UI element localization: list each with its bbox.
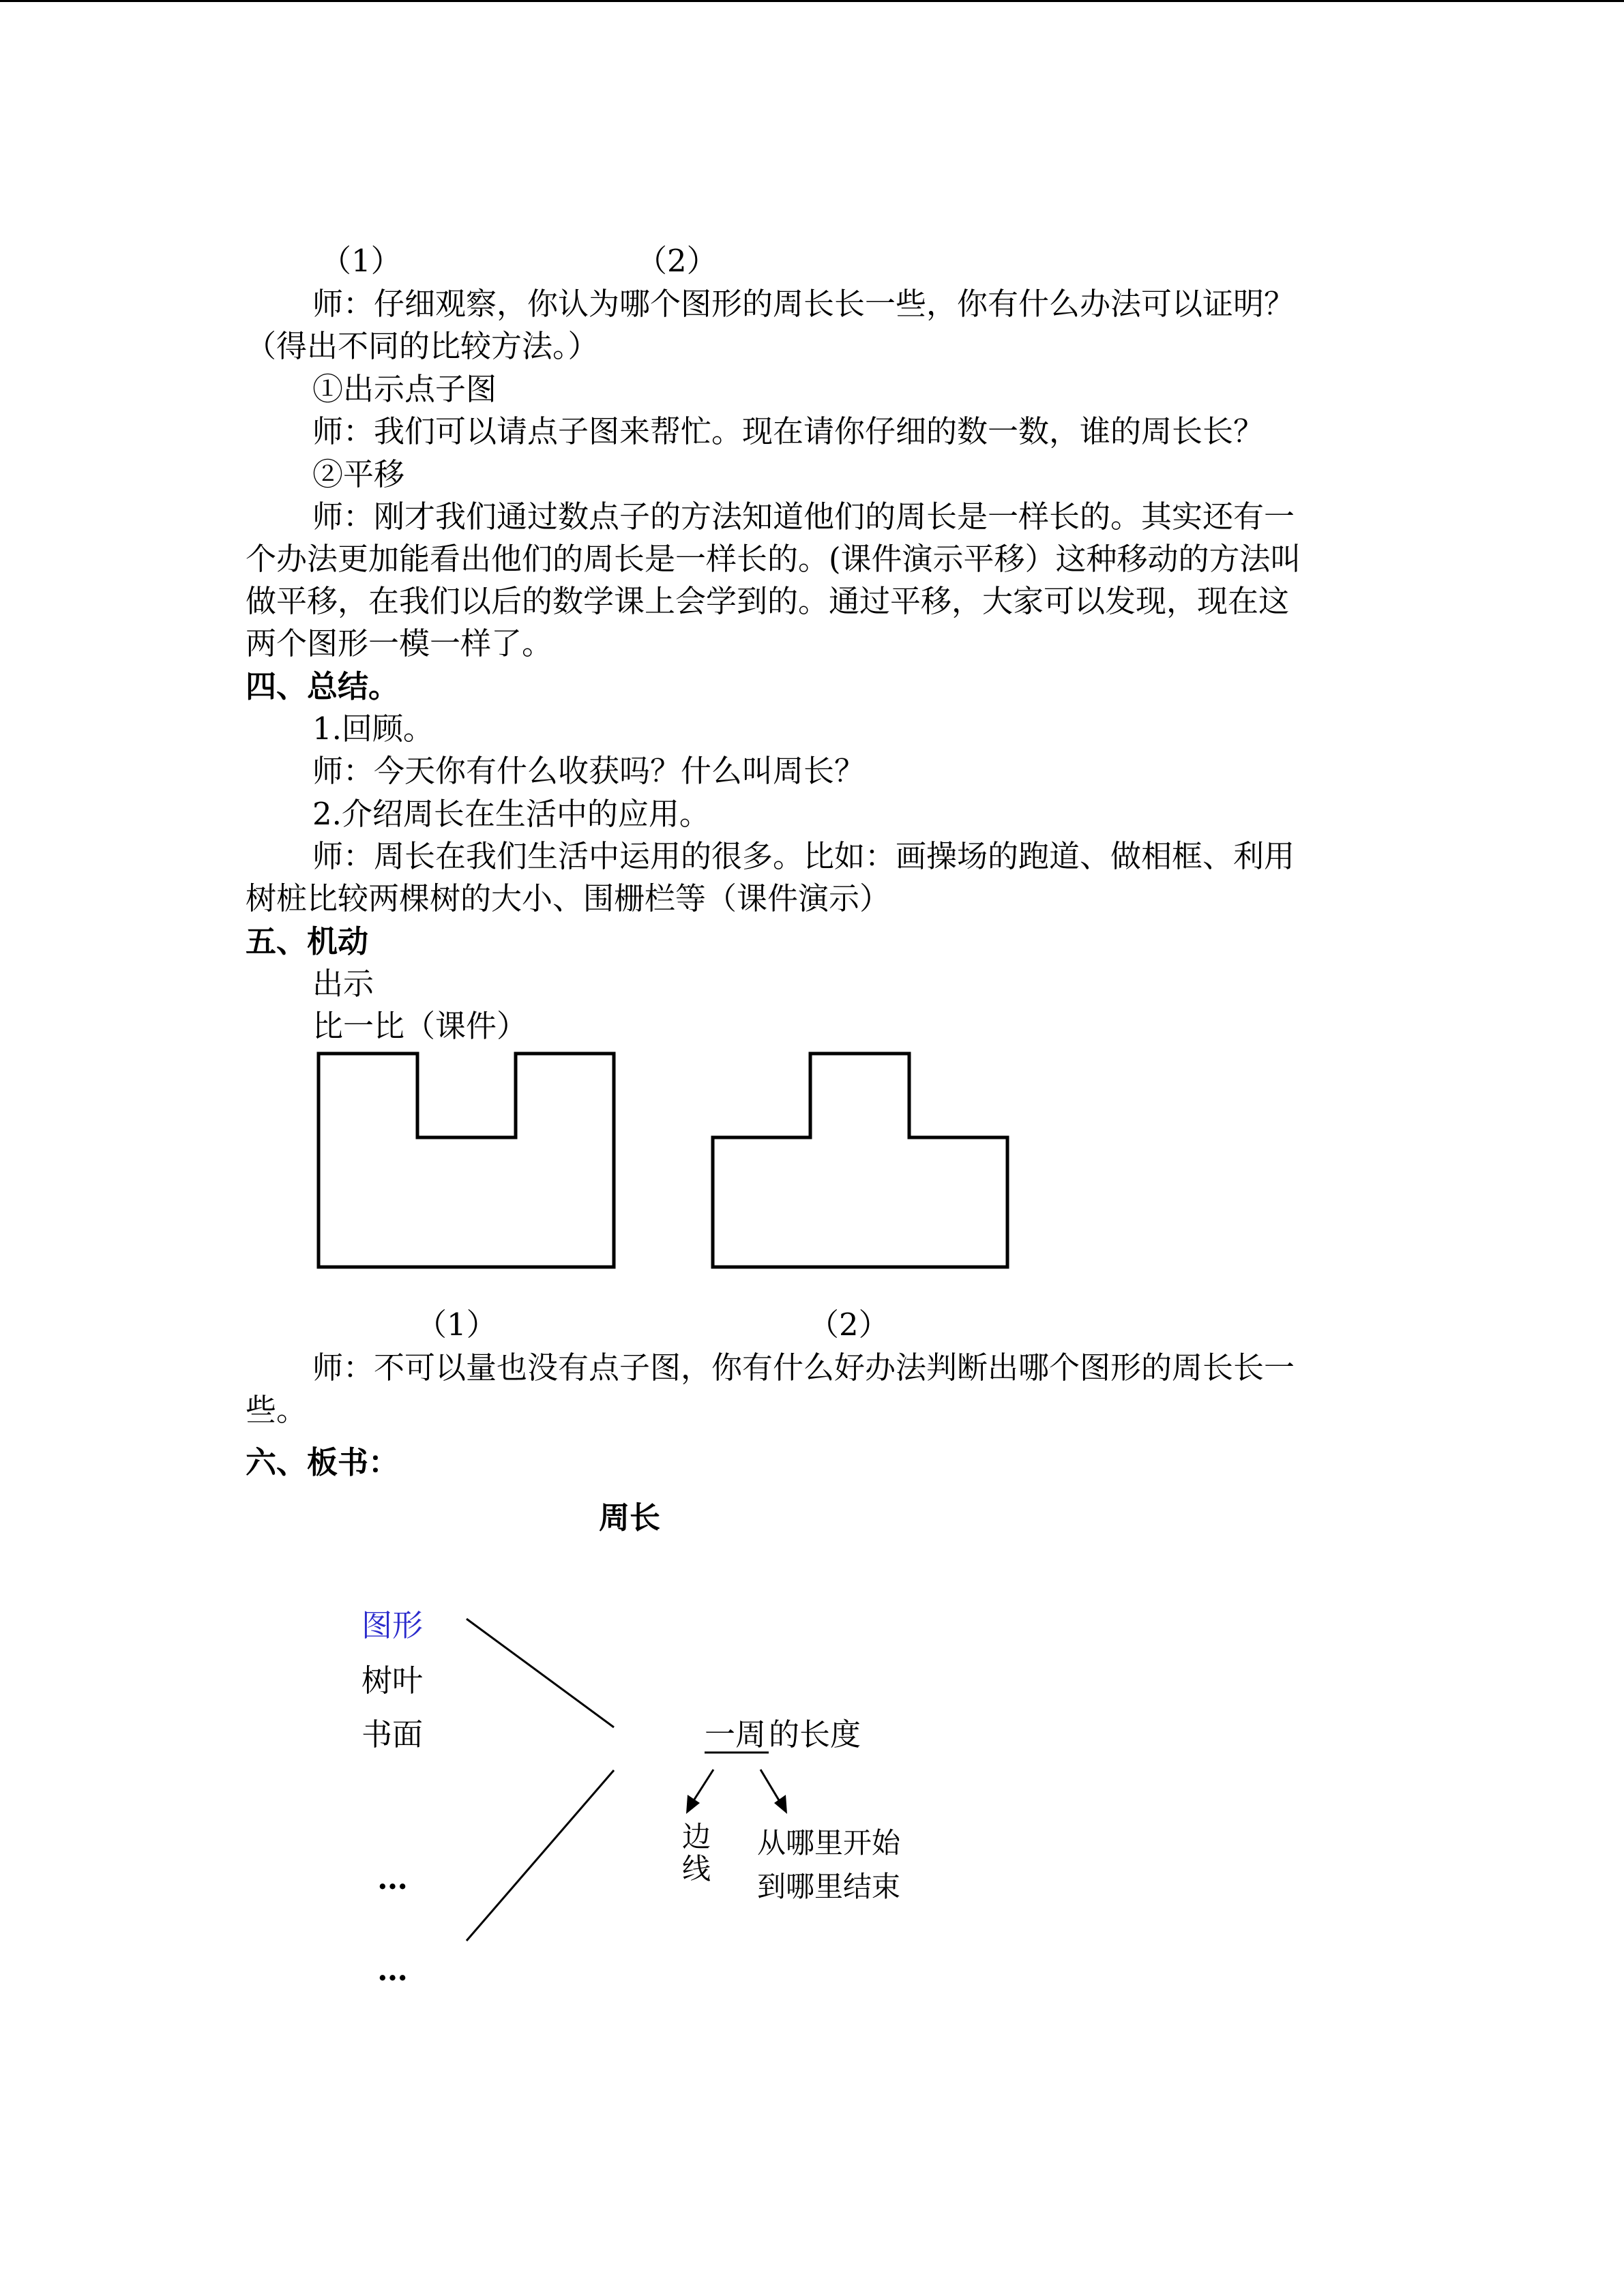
section-heading-board: 六、板书： [246,1444,400,1480]
paragraph-line: 个办法更加能看出他们的周长是一样长的。(课件演示平移）这种移动的方法叫 [246,541,1301,577]
paragraph-line: 师：不可以量也没有点子图，你有什么好办法判断出哪个图形的周长长一 [312,1350,1295,1386]
board-connector-lower [467,1770,614,1941]
board-ellipsis-1: … [377,1860,408,1896]
paragraph-line: 师：周长在我们生活中运用的很多。比如：画操场的跑道、做相框、利用 [312,838,1295,874]
section-heading-summary: 四、总结。 [246,668,400,704]
paragraph-line: 师：我们可以请点子图来帮忙。现在请你仔细的数一数，谁的周长长？ [312,413,1265,449]
paragraph-line: 做平移，在我们以后的数学课上会学到的。通过平移，大家可以发现，现在这 [246,583,1290,619]
section-heading-flexible: 五、机动 [246,923,369,959]
paragraph-line: 些。 [246,1392,308,1428]
board-connector-upper [467,1619,614,1727]
board-definition-rest: 的长度 [769,1716,861,1753]
step-show-dot-diagram: ①出示点子图 [312,371,497,407]
board-item-shape: 图形 [361,1607,424,1643]
figure-label-1: （1） [416,1307,497,1343]
board-branch-start: 从哪里开始 [757,1826,901,1860]
arrow-to-edge [692,1770,713,1804]
arrow-head-right [774,1795,787,1814]
paragraph-line: 比一比（课件） [312,1008,528,1044]
board-branch-edge-2: 线 [682,1852,711,1885]
board-ellipsis-2: … [377,1952,408,1988]
paragraph-line: 出示 [312,966,374,1002]
list-item: 1.回顾。 [312,711,434,747]
board-definition-underlined: 一周 [705,1716,767,1753]
paragraph-line: 树桩比较两棵树的大小、围栅栏等（课件演示） [246,880,891,916]
shape-figure-2 [713,1054,1007,1267]
figure-label-2-top: （2） [636,243,718,279]
shape-figure-1 [319,1054,614,1267]
paragraph-line: 师：仔细观察，你认为哪个图形的周长长一些，你有什么办法可以证明？ [312,286,1295,322]
board-item-book-surface: 书面 [361,1716,424,1753]
figure-label-1-top: （1） [321,243,402,279]
arrow-head-left [686,1795,700,1814]
board-branch-end: 到哪里结束 [757,1870,901,1903]
paragraph-line: （得出不同的比较方法。） [246,328,599,364]
board-title: 周长 [599,1500,661,1536]
board-branch-edge-1: 边 [682,1820,711,1853]
paragraph-line: 师：刚才我们通过数点子的方法知道他们的周长是一样长的。其实还有一 [312,498,1295,535]
board-item-leaf: 树叶 [361,1663,424,1699]
paragraph-line: 师：今天你有什么收获吗？什么叫周长？ [312,753,866,789]
figure-label-2: （2） [808,1307,889,1343]
arrow-to-start-end [761,1770,781,1804]
paragraph-line: 两个图形一模一样了。 [246,625,553,661]
list-item: 2.介绍周长在生活中的应用。 [312,796,710,832]
step-translation: ②平移 [312,456,405,492]
